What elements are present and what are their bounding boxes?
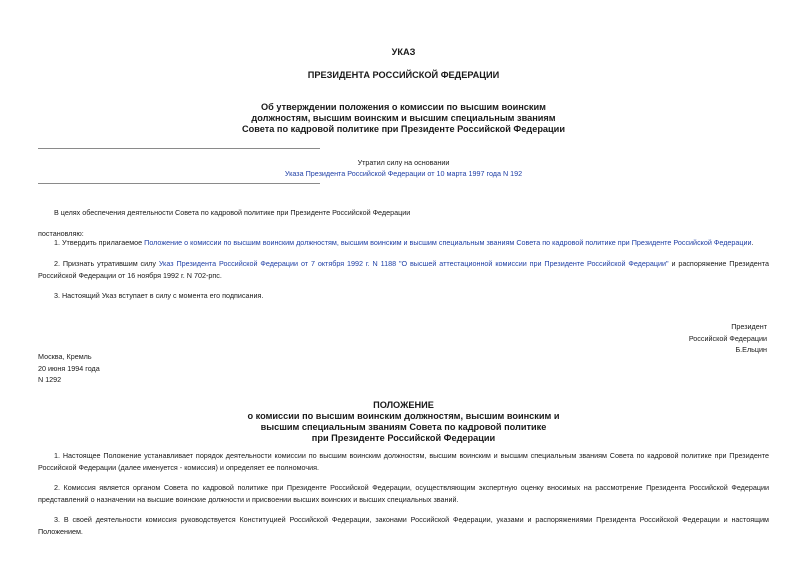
item-1-end: . [751, 238, 754, 247]
regulation-subtitle-line-3: при Президенте Российской Федерации [311, 432, 496, 443]
status-link-wrap [0, 169, 807, 178]
signature-country: Российской Федерации [688, 333, 767, 343]
place-number: N 1292 [38, 375, 62, 385]
status-note: Утратил силу на основании [357, 158, 450, 167]
repealed-decree-link[interactable]: Указ Президента Российской Федерации от 7 октября 1992 г. N 1188 "О высшей аттестационной комиссии при Президенте Российской Федерации" [158, 259, 669, 268]
status-divider-bottom [38, 183, 320, 184]
item-2 [38, 258, 769, 282]
item-1-text: 1. Утвердить прилагаемое [54, 238, 145, 247]
regulation-paragraph-2: 2. Комиссия является органом Совета по кадровой политике при Президенте Российской Федерации, осуществляющим экспертную оценку вносимых на рассмотрение Президента Российской Федерации представлений о назначении на высшие воинские должности и присвоении высших воинских и высших специальных званий. [38, 483, 769, 504]
place-date: 20 июня 1994 года [38, 363, 100, 373]
regulation-paragraph-1: 1. Настоящее Положение устанавливает порядок деятельности комиссии по высшим воинским должностям, высшим воинским и высшим специальным званиям Совета по кадровой политике при Президенте Российской Федерации (далее именуется - комиссия) и определяет ее полномочия. [38, 451, 769, 472]
document-subject [0, 102, 807, 135]
regulation-subtitle [0, 411, 807, 443]
subject-line-3: Совета по кадровой политике при Президенте Российской Федерации [242, 124, 565, 134]
decree-word: постановляю: [38, 229, 84, 238]
signature-block [567, 321, 767, 356]
signature-title: Президент [731, 322, 767, 331]
repeal-decree-link[interactable]: Указа Президента Российской Федерации от 10 марта 1997 года N 192 [284, 169, 523, 178]
regulation-title: ПОЛОЖЕНИЕ [373, 400, 434, 410]
item-1 [38, 237, 769, 249]
regulation-subtitle-line-2: высшим специальным званиям Совета по кадровой политике [260, 421, 547, 432]
subject-line-2: должностям, высшим воинским и высшим специальным званиям [251, 113, 556, 123]
status-divider-top [38, 148, 320, 149]
document-issuer: ПРЕЗИДЕНТА РОССИЙСКОЙ ФЕДЕРАЦИИ [307, 70, 500, 80]
regulation-subtitle-line-1: о комиссии по высшим воинским должностям, высшим воинским и [247, 411, 560, 421]
place-date-block [38, 351, 100, 386]
subject-line-1: Об утверждении положения о комиссии по высшим воинским [261, 102, 546, 112]
regulation-paragraph-3: 3. В своей деятельности комиссия руководствуется Конституцией Российской Федерации, законами Российской Федерации, указами и распоряжениями Президента Российской Федерации и настоящим Положением. [38, 515, 769, 536]
document-title: УКАЗ [391, 47, 416, 57]
signature-name: Б.Ельцин [735, 345, 767, 355]
item-2-text: 2. Признать утратившим силу [54, 259, 159, 268]
item-2-end: и распоряжение Президента Российской Федерации от 16 ноября 1992 г. N 702-рпс. [38, 259, 769, 280]
place-city: Москва, Кремль [38, 352, 92, 361]
intro-paragraph: В целях обеспечения деятельности Совета по кадровой политике при Президенте Российской Федерации [54, 208, 411, 217]
regulation-link[interactable]: Положение о комиссии по высшим воинским должностям, высшим воинским и высшим специальным званиям Совета по кадровой политике при Президенте Российской Федерации [144, 238, 752, 247]
item-3: 3. Настоящий Указ вступает в силу с момента его подписания. [54, 291, 264, 300]
